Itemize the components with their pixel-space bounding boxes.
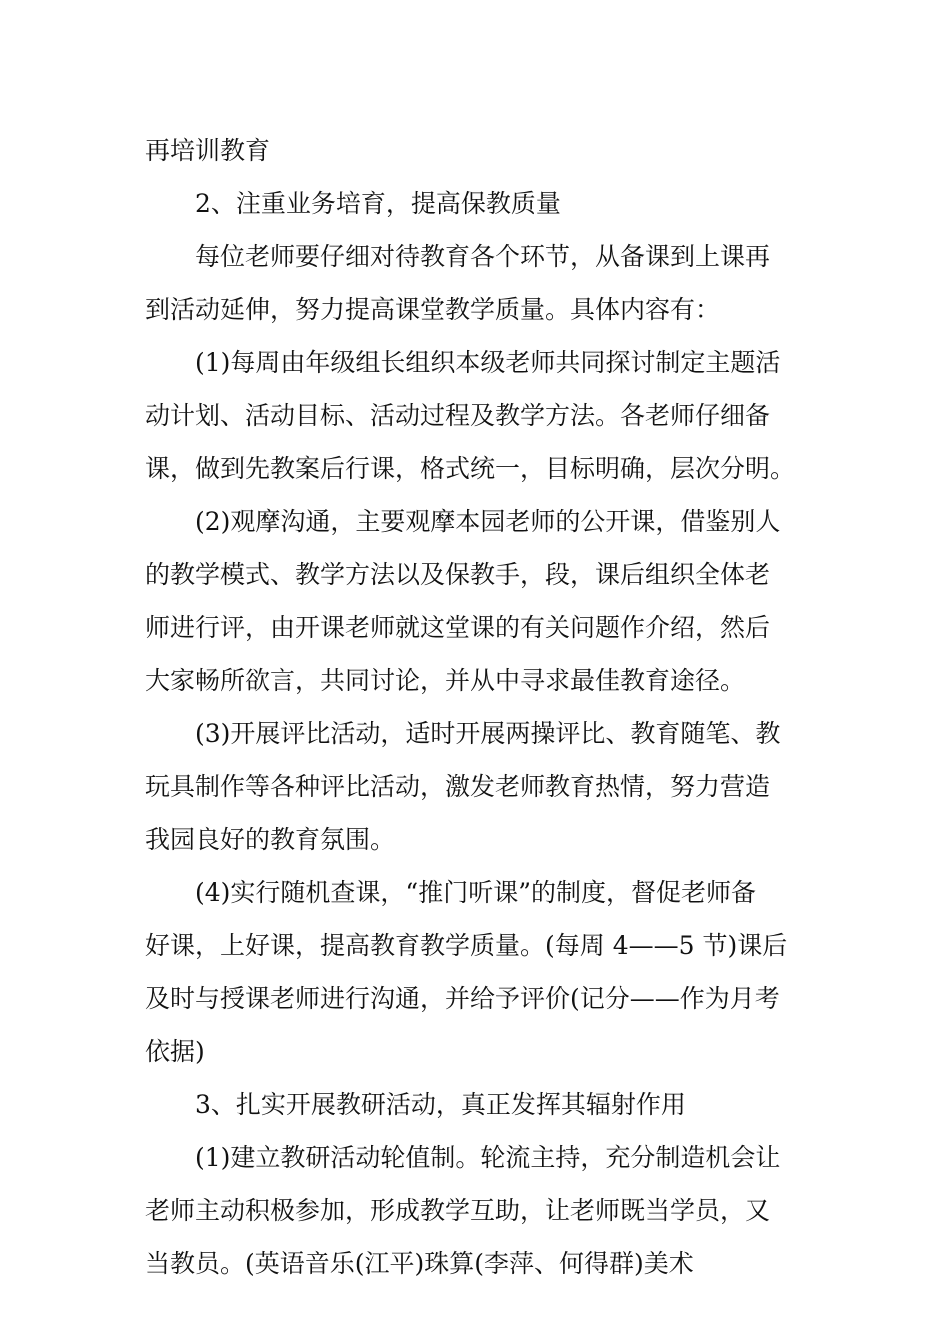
text-line: (1)每周由年级组长组织本级老师共同探讨制定主题活 bbox=[195, 348, 781, 377]
section-heading: 3、扎实开展教研活动，真正发挥其辐射作用 bbox=[195, 1090, 686, 1119]
text-line: 的教学模式、教学方法以及保教手，段，课后组织全体老 bbox=[145, 560, 771, 589]
text-line: 课，做到先教案后行课，格式统一，目标明确，层次分明。 bbox=[145, 454, 796, 483]
text-line: 我园良好的教育氛围。 bbox=[145, 825, 396, 854]
text-line: 师进行评，由开课老师就这堂课的有关问题作介绍，然后 bbox=[145, 613, 771, 642]
text-line: 再培训教育 bbox=[145, 136, 271, 165]
text-line: 大家畅所欲言，共同讨论，并从中寻求最佳教育途径。 bbox=[145, 666, 746, 695]
text-line: 玩具制作等各种评比活动，激发老师教育热情，努力营造 bbox=[145, 772, 771, 801]
text-line: 及时与授课老师进行沟通，并给予评价(记分——作为月考 bbox=[145, 984, 780, 1013]
text-line: 好课，上好课，提高教育教学质量。(每周 4——5 节)课后 bbox=[145, 931, 788, 960]
text-line: 动计划、活动目标、活动过程及教学方法。各老师仔细备 bbox=[145, 401, 771, 430]
text-line: 老师主动积极参加，形成教学互助，让老师既当学员，又 bbox=[145, 1196, 771, 1225]
text-line: (3)开展评比活动，适时开展两操评比、教育随笔、教 bbox=[195, 719, 781, 748]
text-line: (2)观摩沟通，主要观摩本园老师的公开课，借鉴别人 bbox=[195, 507, 781, 536]
text-line: 每位老师要仔细对待教育各个环节，从备课到上课再 bbox=[195, 242, 771, 271]
text-line: (4)实行随机查课，“推门听课”的制度，督促老师备 bbox=[195, 878, 756, 907]
text-line: 当教员。(英语音乐(江平)珠算(李萍、何得群)美术 bbox=[145, 1249, 694, 1278]
text-line: (1)建立教研活动轮值制。轮流主持，充分制造机会让 bbox=[195, 1143, 781, 1172]
document-body bbox=[145, 124, 810, 1290]
text-line: 到活动延伸，努力提高课堂教学质量。具体内容有： bbox=[145, 295, 721, 324]
text-line: 依据) bbox=[145, 1037, 205, 1066]
section-heading: 2、注重业务培育，提高保教质量 bbox=[195, 189, 561, 218]
